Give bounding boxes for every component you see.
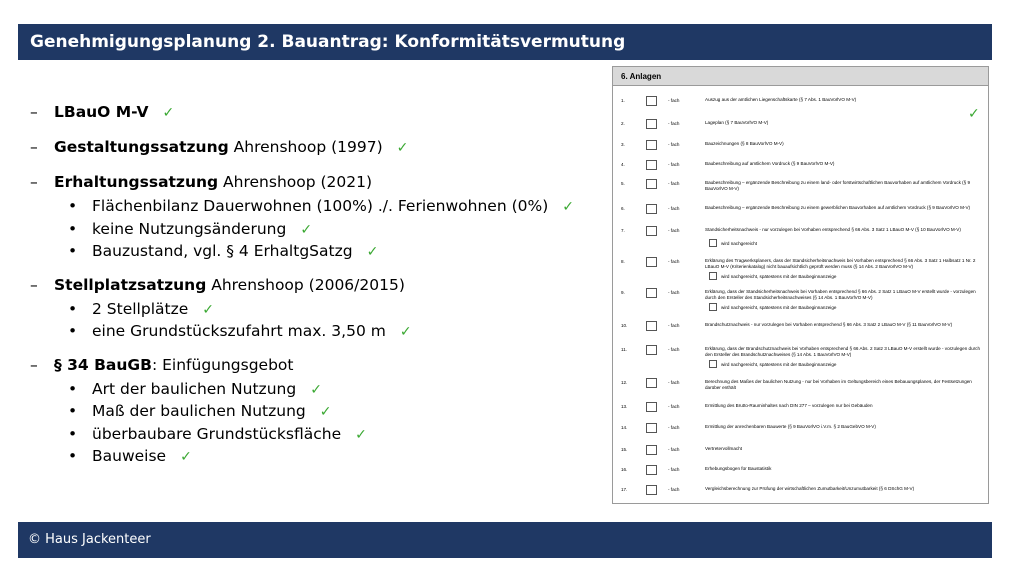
count-box: [646, 465, 657, 475]
form-row-description: Auszug aus der amtlichen Liegenschaftskarte (§ 7 Abs. 1 BauVorlVO M-V): [705, 97, 857, 102]
dash-bullet: –: [30, 173, 38, 191]
form-row-description: Vertretervollmacht: [705, 446, 743, 451]
dash-bullet: –: [30, 138, 38, 156]
count-box: [646, 423, 657, 433]
form-row-fach: - fach: [668, 487, 680, 492]
form-row-fach: - fach: [668, 259, 680, 264]
copyright-text: © Haus Jackenteer: [28, 532, 151, 547]
form-row-number: 16.: [621, 467, 628, 472]
count-box: [646, 485, 657, 495]
form-row-fach: - fach: [668, 162, 680, 167]
check-icon: ✓: [355, 426, 367, 443]
form-row-description: Erklärung des Tragwerksplaners, dass der Standsicherheitsnachweis bei Vorhaben entsprechend § 66 Abs. 3 Satz 1 Halbsatz 1 Nr. 2 LBauO M-V (Kriterienkatalog) nicht bauaufsichtlich geprüft werden muss (§ 14 Abs. 2 BauVorlVO M-V): [705, 258, 976, 269]
sub-option-text: wird nachgereicht: [721, 241, 758, 246]
form-row-fach: - fach: [668, 181, 680, 186]
sub-checkbox: [709, 303, 717, 311]
check-icon: ✓: [162, 105, 175, 121]
form-row-number: 10.: [621, 323, 628, 328]
sub-item-text: Flächenbilanz Dauerwohnen (100%) ./. Ferienwohnen (0%): [92, 197, 549, 215]
form-row-number: 6.: [621, 206, 625, 211]
check-icon: ✓: [310, 381, 322, 398]
form-row-fach: - fach: [668, 425, 680, 430]
form-row-description: Lageplan (§ 7 BauVorlVO M-V): [705, 120, 769, 125]
check-icon: ✓: [366, 244, 379, 260]
form-row-number: 7.: [621, 228, 625, 233]
form-row-description: Baubeschreibung – ergänzende Beschreibung zu einem gewerblichen Bauvorhaben auf amtlichem Vordruck (§ 9 BauVorlVO M-V): [705, 205, 971, 210]
form-row-fach: - fach: [668, 380, 680, 385]
footer-bar: [18, 522, 992, 558]
item-bold-label: Gestaltungssatzung: [54, 138, 229, 156]
form-row-number: 4.: [621, 162, 625, 167]
form-row-description: Standsicherheitsnachweis - nur vorzulegen bei Vorhaben entsprechend § 66 Abs. 3 Satz 1 LBauO M-V (§ 10 BauVorlVO M-V): [705, 227, 961, 232]
count-box: [646, 179, 657, 189]
count-box: [646, 96, 657, 106]
form-row-description: Baubeschreibung – ergänzende Beschreibung zu einem land- oder forstwirtschaftlichen Bauvorhaben auf amtlichem Vordruck (§ 9 BauVorlVO M-V): [705, 180, 971, 191]
count-box: [646, 345, 657, 355]
form-row-number: 2.: [621, 121, 625, 126]
item-bold-label: § 34 BauGB: [54, 355, 152, 374]
sub-item-text: Bauzustand, vgl. § 4 ErhaltgSatzg: [92, 242, 353, 260]
item-bold-label: LBauO M-V: [54, 103, 149, 121]
form-row-number: 3.: [621, 142, 625, 147]
dash-bullet: –: [30, 103, 38, 121]
sub-item: • 2 Stellplätze ✓: [68, 299, 214, 318]
list-item-stellplatz: [30, 273, 600, 298]
dash-bullet: –: [30, 275, 38, 294]
sub-item-text: überbaubare Grundstücksfläche: [92, 424, 342, 443]
list-item-erhaltung: [30, 170, 600, 195]
count-box: [646, 378, 657, 388]
sub-item-text: Art der baulichen Nutzung: [92, 379, 297, 398]
sub-item: • überbaubare Grundstücksfläche ✓: [68, 424, 367, 443]
sub-item: • Bauzustand, vgl. § 4 ErhaltgSatzg ✓: [68, 242, 379, 260]
sub-item: • keine Nutzungsänderung ✓: [68, 219, 313, 238]
form-row-number: 13.: [621, 404, 628, 409]
form-row-description: Vergleichsberechnung zur Prüfung der wirtschaftlichen Zumutbarkeit/Unzumutbarkeit (§ 6 DSchG M-V): [705, 486, 915, 491]
form-row-description: Erklärung, dass der Brandschutznachweis bei Vorhaben entsprechend § 66 Abs. 2 Satz 3 LBauO M-V erstellt wurde - vorzulegen durch den Ersteller des Brandschutznachweises (§ 14 Abs. 1 BauVorlVO M-V): [705, 346, 981, 357]
item-text: Ahrenshoop (1997): [228, 138, 383, 156]
form-row-description: Ermittlung des Brutto-Rauminhaltes nach DIN 277 – vorzulegen nur bei Gebäuden: [705, 403, 873, 408]
sub-item-text: keine Nutzungsänderung: [92, 219, 287, 238]
count-box: [646, 140, 657, 150]
sub-item: • Flächenbilanz Dauerwohnen (100%) ./. Ferienwohnen (0%) ✓: [68, 197, 575, 215]
sub-checkbox: [709, 272, 717, 280]
item-text: Ahrenshoop (2021): [218, 173, 373, 191]
form-row-fach: - fach: [668, 142, 680, 147]
sub-option-text: wird nachgereicht, spätestens mit der Baubeginnanzeige: [721, 274, 837, 279]
form-row-fach: - fach: [668, 228, 680, 233]
count-box: [646, 321, 657, 331]
sub-option-text: wird nachgereicht, spätestens mit der Baubeginnanzeige: [721, 305, 837, 310]
count-box: [646, 204, 657, 214]
item-text: : Einfügungsgebot: [151, 355, 294, 374]
dash-bullet: –: [30, 355, 38, 374]
sub-checkbox: [709, 239, 717, 247]
anlagen-form-image: [612, 66, 989, 504]
check-icon: ✓: [202, 301, 214, 318]
form-row-fach: - fach: [668, 467, 680, 472]
form-row-number: 1.: [621, 98, 625, 103]
count-box: [646, 226, 657, 236]
check-icon: ✓: [319, 404, 332, 420]
sub-item-text: Maß der baulichen Nutzung: [92, 402, 306, 420]
check-icon: ✓: [399, 324, 412, 340]
sub-item: • Maß der baulichen Nutzung ✓: [68, 402, 332, 420]
check-icon: ✓: [180, 449, 192, 465]
form-row-description: Brandschutznachweis - nur vorzulegen bei Vorhaben entsprechend § 66 Abs. 3 Satz 2 LBauO M-V (§ 11 BauVorlVO M-V): [705, 322, 953, 327]
slide-title: Genehmigungsplanung 2. Bauantrag: Konformitätsvermutung: [30, 32, 626, 52]
sub-item: • Art der baulichen Nutzung ✓: [68, 379, 322, 398]
form-row-description: Berechnung des Maßes der baulichen Nutzung - nur bei Vorhaben im Geltungsbereich eines Bebauungsplanes, der Festsetzungen darüber enthält: [705, 379, 972, 390]
form-row-number: 9.: [621, 290, 625, 295]
form-title: 6. Anlagen: [613, 67, 988, 86]
item-text: Ahrenshoop (2006/2015): [206, 275, 405, 294]
sub-item-text: Bauweise: [92, 447, 167, 465]
item-bold-label: Stellplatzsatzung: [54, 275, 207, 294]
list-item-baugb: [30, 353, 600, 378]
form-row-number: 12.: [621, 380, 628, 385]
check-icon: ✓: [968, 105, 980, 121]
form-row-description: Erklärung, dass der Standsicherheitsnachweis bei Vorhaben entsprechend § 66 Abs. 2 Satz 1 LBauO M-V erstellt wurde - vorzulegen durch den Ersteller des Standsicherheitsnachweises (§ 14 Abs. 1 BauVorlVO M-V): [705, 289, 976, 300]
count-box: [646, 402, 657, 412]
form-row-fach: - fach: [668, 206, 680, 211]
count-box: [646, 119, 657, 129]
count-box: [646, 445, 657, 455]
sub-item-text: eine Grundstückszufahrt max. 3,50 m: [92, 322, 386, 340]
form-row-fach: - fach: [668, 447, 680, 452]
list-item-gestaltung: [30, 135, 600, 160]
check-icon: ✓: [396, 140, 409, 156]
form-row-description: Erhebungsbogen für Baustatistik: [705, 466, 772, 471]
form-row-description: Ermittlung der anrechenbaren Bauwerte (§ 9 BauVorlVO i.V.m. § 2 BauGebVO M-V): [705, 424, 876, 429]
check-icon: ✓: [300, 221, 313, 238]
form-row-fach: - fach: [668, 404, 680, 409]
check-icon: ✓: [562, 199, 575, 215]
form-row-number: 5.: [621, 181, 625, 186]
form-row-fach: - fach: [668, 290, 680, 295]
form-row-number: 11.: [621, 347, 628, 352]
form-row-fach: - fach: [668, 98, 680, 103]
sub-checkbox: [709, 360, 717, 368]
sub-option-text: wird nachgereicht, spätestens mit der Baubeginnanzeige: [721, 362, 837, 367]
form-row-fach: - fach: [668, 121, 680, 126]
count-box: [646, 257, 657, 267]
header-bar: [18, 24, 992, 60]
form-row-description: Bauzeichnungen (§ 8 BauVorlVO M-V): [705, 141, 784, 146]
form-row-number: 14.: [621, 425, 628, 430]
list-item-lbauo: [30, 100, 600, 125]
item-bold-label: Erhaltungssatzung: [54, 173, 219, 191]
sub-item: • eine Grundstückszufahrt max. 3,50 m ✓: [68, 322, 412, 340]
form-row-number: 15.: [621, 447, 628, 452]
count-box: [646, 288, 657, 298]
count-box: [646, 160, 657, 170]
form-row-fach: - fach: [668, 323, 680, 328]
sub-item: • Bauweise ✓: [68, 447, 192, 465]
sub-item-text: 2 Stellplätze: [92, 299, 189, 318]
form-row-description: Baubeschreibung auf amtlichem Vordruck (§ 9 BauVorlVO M-V): [705, 161, 835, 166]
form-row-number: 8.: [621, 259, 625, 264]
form-row-number: 17.: [621, 487, 628, 492]
requirements-list: [30, 100, 600, 468]
form-row-fach: - fach: [668, 347, 680, 352]
